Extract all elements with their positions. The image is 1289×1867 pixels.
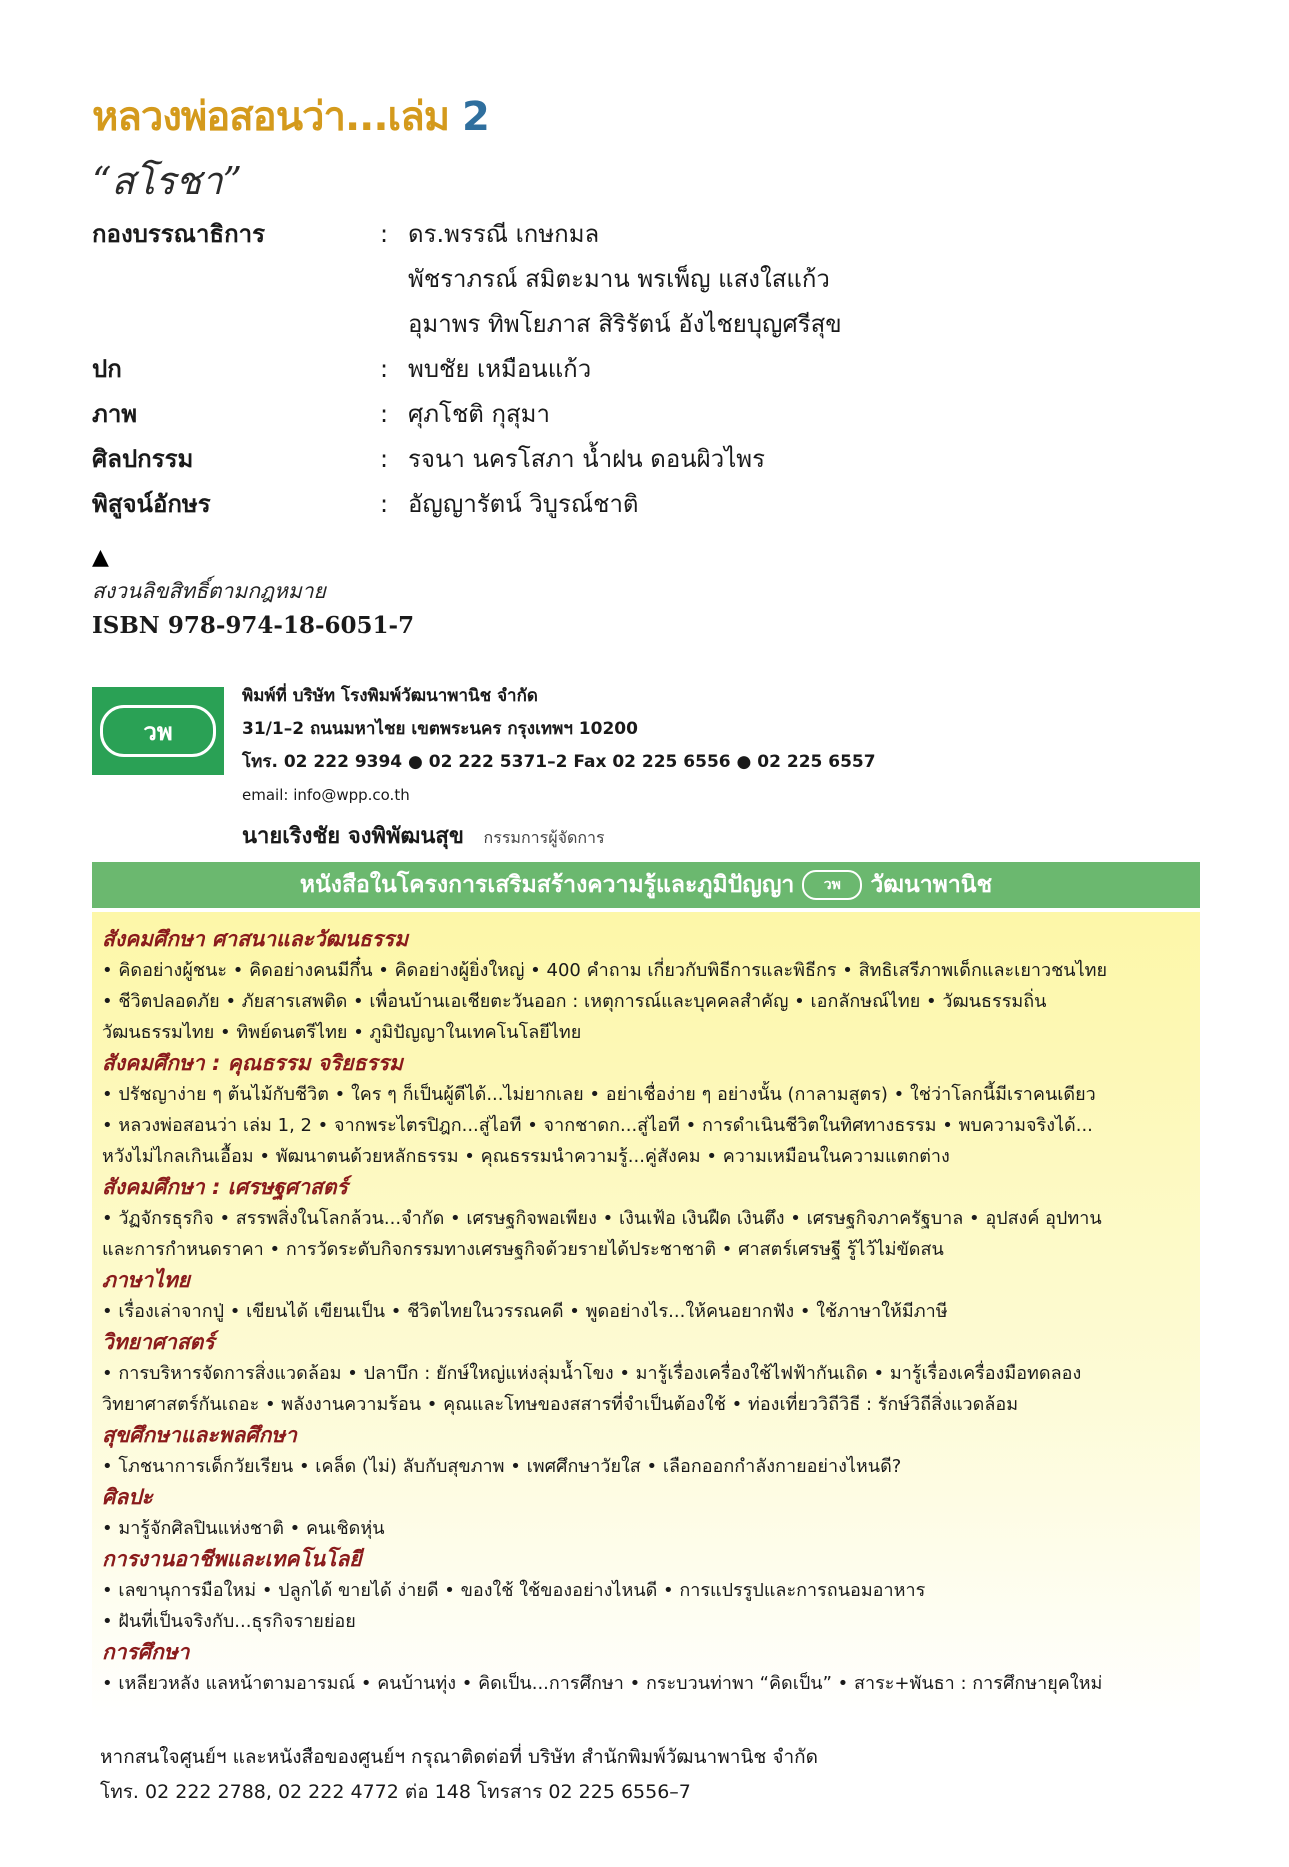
catalog-line: หวังไม่ไกลเกินเอื้อม • พัฒนาตนด้วยหลักธรรม • คุณธรรมนำความรู้...คู่สังคม • ความเหมือนในความแตกต่าง (102, 1146, 950, 1167)
credit-label: ภาพ (92, 400, 138, 428)
printer-address: 31/1–2 ถนนมหาไชย เขตพระนคร กรุงเทพฯ 10200 (242, 719, 638, 739)
catalog-line: • โภชนาการเด็กวัยเรียน • เคล็ด (ไม่) ลับกับสุขภาพ • เพศศึกษาวัยใส • เลือกออกกำลังกายอย่างไหนดี? (102, 1456, 902, 1477)
credit-values (408, 482, 992, 527)
catalog-line: วัฒนธรรมไทย • ทิพย์ดนตรีไทย • ภูมิปัญญาในเทคโนโลยีไทย (102, 1022, 582, 1043)
catalog-section (102, 1327, 1190, 1420)
section-title: การศึกษา (102, 1640, 190, 1664)
credit-row-cover (92, 347, 992, 392)
catalog-line: • ชีวิตปลอดภัย • ภัยสารเสพติด • เพื่อนบ้านเอเชียตะวันออก : เหตุการณ์และบุคคลสำคัญ • เอกลักษณ์ไทย • วัฒนธรรมถิ่น (102, 991, 1047, 1012)
credit-value: อุมาพร ทิพโยภาส สิริรัตน์ อังไชยบุญศรีสุข (408, 310, 842, 338)
printer-email[interactable]: email: info@wpp.co.th (242, 786, 410, 804)
catalog-section (102, 1420, 1190, 1482)
credit-colon: : (380, 400, 389, 428)
catalog-section (102, 1265, 1190, 1327)
credit-values (408, 347, 992, 392)
managing-director (242, 818, 605, 853)
catalog-section (102, 924, 1190, 1048)
section-title: สังคมศึกษา ศาสนาและวัฒนธรรม (102, 927, 409, 951)
manager-role: กรรมการผู้จัดการ (483, 828, 605, 847)
banner-text: หนังสือในโครงการเสริมสร้างความรู้และภูมิปัญญา (299, 872, 795, 898)
section-title: สังคมศึกษา : คุณธรรม จริยธรรม (102, 1051, 403, 1075)
isbn: ISBN 978-974-18-6051-7 (92, 612, 415, 639)
triangle-icon: ▲ (92, 545, 109, 570)
publisher-logo-mark: วพ (100, 705, 216, 757)
book-subtitle: “สโรชา” (92, 159, 242, 203)
catalog-line: • วัฏจักรธุรกิจ • สรรพสิ่งในโลกล้วน...จำกัด • เศรษฐกิจพอเพียง • เงินเฟ้อ เงินฝืด เงินตึง • เศรษฐกิจภาครัฐบาล • อุปสงค์ อุปทาน (102, 1208, 1102, 1229)
credit-row-art (92, 437, 992, 482)
credit-colon: : (380, 490, 389, 518)
series-banner (92, 862, 1200, 908)
credit-colon: : (380, 445, 389, 473)
manager-name: นายเริงชัย จงพิพัฒนสุข (242, 824, 464, 849)
credits-list (92, 212, 992, 527)
credit-values (408, 392, 992, 437)
section-title: วิทยาศาสตร์ (102, 1330, 215, 1354)
credit-colon: : (380, 355, 389, 383)
credit-value: ดร.พรรณี เกษกมล (408, 220, 600, 248)
catalog-line: • การบริหารจัดการสิ่งแวดล้อม • ปลาบึก : ยักษ์ใหญ่แห่งลุ่มน้ำโขง • มารู้เรื่องเครื่องใช้ไฟฟ้ากันเถิด • มารู้เรื่องเครื่องมือทดลอง (102, 1363, 1082, 1384)
catalog-line: • ฝันที่เป็นจริงกับ...ธุรกิจรายย่อย (102, 1611, 356, 1632)
contact-phone: โทร. 02 222 2788, 02 222 4772 ต่อ 148 โทรสาร 02 225 6556–7 (100, 1781, 691, 1803)
contact-line: หากสนใจศูนย์ฯ และหนังสือของศูนย์ฯ กรุณาติดต่อที่ บริษัท สำนักพิมพ์วัฒนาพานิช จำกัด (100, 1746, 818, 1768)
credit-value: พบชัย เหมือนแก้ว (408, 355, 592, 383)
printer-phone: โทร. 02 222 9394 ● 02 222 5371–2 Fax 02 225 6556 ● 02 225 6557 (242, 752, 876, 772)
contact-info (100, 1740, 818, 1810)
credit-value: อัญญารัตน์ วิบูรณ์ชาติ (408, 490, 639, 518)
catalog-line: • เรื่องเล่าจากปู่ • เขียนได้ เขียนเป็น • ชีวิตไทยในวรรณคดี • พูดอย่างไร...ให้คนอยากฟัง • ใช้ภาษาให้มีภาษี (102, 1301, 948, 1322)
catalog-line: • ปรัชญาง่าย ๆ ต้นไม้กับชีวิต • ใคร ๆ ก็เป็นผู้ดีได้...ไม่ยากเลย • อย่าเชื่อง่าย ๆ อย่างนั้น (กาลามสูตร) • ใช่ว่าโลกนี้มีเราคนเดียว (102, 1084, 1096, 1105)
credit-label: พิสูจน์อักษร (92, 490, 211, 518)
credit-colon: : (380, 220, 389, 248)
section-title: ศิลปะ (102, 1485, 153, 1509)
printer-info (242, 680, 876, 812)
catalog-line: • หลวงพ่อสอนว่า เล่ม 1, 2 • จากพระไตรปิฎก...สู่ไอที • จากชาดก...สู่ไอที • การดำเนินชีวิตในทิศทางธรรม • พบความจริงได้... (102, 1115, 1093, 1136)
catalog-section (102, 1637, 1190, 1699)
credit-label: ปก (92, 355, 122, 383)
credit-row-editors (92, 212, 992, 347)
printer-name: พิมพ์ที่ บริษัท โรงพิมพ์วัฒนาพานิช จำกัด (242, 686, 538, 706)
copyright-notice: สงวนลิขสิทธิ์ตามกฎหมาย (92, 579, 326, 603)
credit-label: กองบรรณาธิการ (92, 220, 265, 248)
credit-row-proofreading (92, 482, 992, 527)
banner-logo-icon: วพ (802, 870, 862, 900)
section-title: สังคมศึกษา : เศรษฐศาสตร์ (102, 1175, 348, 1199)
section-title: การงานอาชีพและเทคโนโลยี (102, 1547, 362, 1571)
book-volume: 2 (462, 94, 489, 140)
catalog-line: วิทยาศาสตร์กันเถอะ • พลังงานความร้อน • คุณและโทษของสสารที่จำเป็นต้องใช้ • ท่องเที่ยววิถีวิธี : รักษ์วิถีสิ่งแวดล้อม (102, 1394, 1019, 1415)
publisher-logo (92, 687, 224, 775)
catalog-section (102, 1048, 1190, 1172)
catalog-section (102, 1544, 1190, 1637)
catalog-section (102, 1172, 1190, 1265)
section-title: สุขศึกษาและพลศึกษา (102, 1423, 297, 1447)
credit-label: ศิลปกรรม (92, 445, 194, 473)
catalog-line: • คิดอย่างผู้ชนะ • คิดอย่างคนมีกึ๋น • คิดอย่างผู้ยิ่งใหญ่ • 400 คำถาม เกี่ยวกับพิธีการและพิธีกร • สิทธิเสรีภาพเด็กและเยาวชนไทย (102, 960, 1108, 981)
book-title (92, 84, 489, 148)
catalog-section (102, 1482, 1190, 1544)
credit-row-illustration (92, 392, 992, 437)
banner-publisher: วัฒนาพานิช (870, 872, 993, 898)
credit-value: รจนา นครโสภา น้ำฝน ดอนผิวไพร (408, 445, 765, 473)
book-title-text: หลวงพ่อสอนว่า...เล่ม (92, 94, 450, 140)
catalog-line: • เหลียวหลัง แลหน้าตามอารมณ์ • คนบ้านทุ่ง • คิดเป็น...การศึกษา • กระบวนท่าพา “คิดเป็น” • สาระ+พันธา : การศึกษายุคใหม่ (102, 1673, 1103, 1694)
book-catalog (92, 912, 1200, 1720)
credit-value: พัชราภรณ์ สมิตะมาน พรเพ็ญ แสงใสแก้ว (408, 265, 830, 293)
catalog-line: • มารู้จักศิลปินแห่งชาติ • คนเชิดหุ่น (102, 1518, 385, 1539)
credit-value: ศุภโชติ กุสุมา (408, 400, 550, 428)
credit-values (408, 212, 992, 347)
catalog-line: และการกำหนดราคา • การวัดระดับกิจกรรมทางเศรษฐกิจด้วยรายได้ประชาชาติ • ศาสตร์เศรษฐี รู้ไว้ไม่ขัดสน (102, 1239, 944, 1260)
section-title: ภาษาไทย (102, 1268, 190, 1292)
credit-values (408, 437, 992, 482)
catalog-line: • เลขานุการมือใหม่ • ปลูกได้ ขายได้ ง่ายดี • ของใช้ ใช้ของอย่างไหนดี • การแปรรูปและการถนอมอาหาร (102, 1580, 926, 1601)
